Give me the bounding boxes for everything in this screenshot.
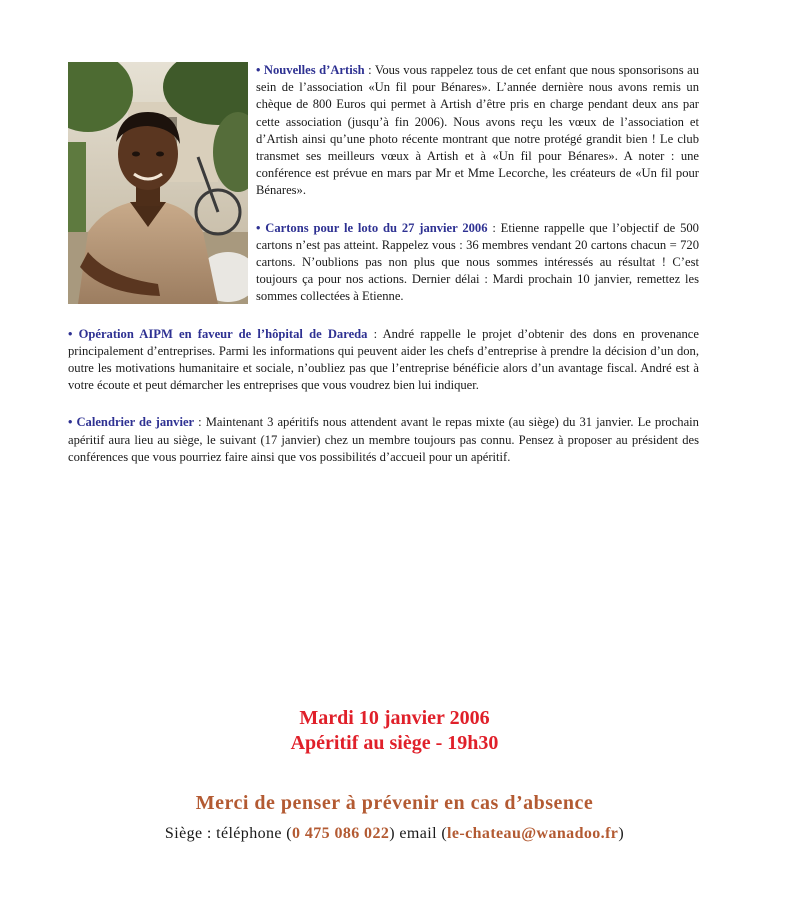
phone-number: 0 475 086 022 [292,825,390,842]
event-date: Mardi 10 janvier 2006 [299,707,490,729]
contact-close: ) [618,825,625,842]
section-text: : Etienne rappelle que l’objectif de 500 cartons n’est pas atteint. Rappelez vous : 36 membres vendant 20 cartons chacun = 720 cartons. N’oublions pas non plus que nous sommes intéressés au résultat ! C’est toujours ça pour nos actions. Dernier délai : Mardi prochain 10 janvier, remettez les sommes collectées à Etienne. [256,220,699,304]
email-link[interactable]: le-chateau@wanadoo.fr [447,825,619,842]
section-text: : Maintenant 3 apéritifs nous attendent avant le repas mixte (au siège) du 31 janvier. Le prochain apéritif aura lieu au siège, le suivant (17 janvier) chez un membre toujours pas connu. Pensez à proposer au président des conférences que vous pourriez faire ainsi que vos possibilités d’accueil pour un apéritif. [68,415,699,464]
section-text: : André rappelle le projet d’obtenir des dons en provenance principalement d’entreprises. Parmi les informations qui peuvent aider les chefs d’entreprise à prendre la décision d’un don, outre les motivations humanitaire et sociale, n’oubliez pas que l’entreprise bénéficie alors d’un avantage fiscal. André est à votre écoute et peut démarcher les entreprises que vous voudrez bien lui indiquer. [68,326,699,393]
section-heading: • Calendrier de janvier [68,415,195,430]
section-heading: • Opération AIPM en faveur de l’hôpital de Dareda [68,326,368,341]
siege-label: Siège : téléphone ( [164,825,293,842]
contact-line [0,825,789,843]
absence-notice: Merci de penser à prévenir en cas d’absence [195,792,594,814]
email-label: ) email ( [389,825,448,842]
section-aipm [68,326,699,395]
section-heading: • Nouvelles d’Artish [256,63,365,77]
boy-portrait-photo-icon [68,62,248,304]
section-text: : Vous vous rappelez tous de cet enfant que nous sponsorisons au sein de l’association «Un fil pour Bénares». L’année dernière nous avons remis un chèque de 800 Euros qui permet à Artish d’être pris en charge pendant deux ans par cette association (jusqu’à fin 2006). Nous avons reçu les vœux de l’association et d’Artish ainsi qu’une photo récente montrant que notre protégé grandit bien ! Le club transmet ses meilleurs vœux à Artish et à «Un fil pour Bénares». A noter : une conférence est prévue en mars par Mr et Mme Lecorche, les créateurs de «Un fil pour Bénares». [256,63,699,198]
newsletter-body [68,62,699,486]
event-description: Apéritif au siège - 19h30 [290,732,499,754]
section-heading: • Cartons pour le loto du 27 janvier 2006 [256,220,488,235]
section-calendrier [68,414,699,466]
